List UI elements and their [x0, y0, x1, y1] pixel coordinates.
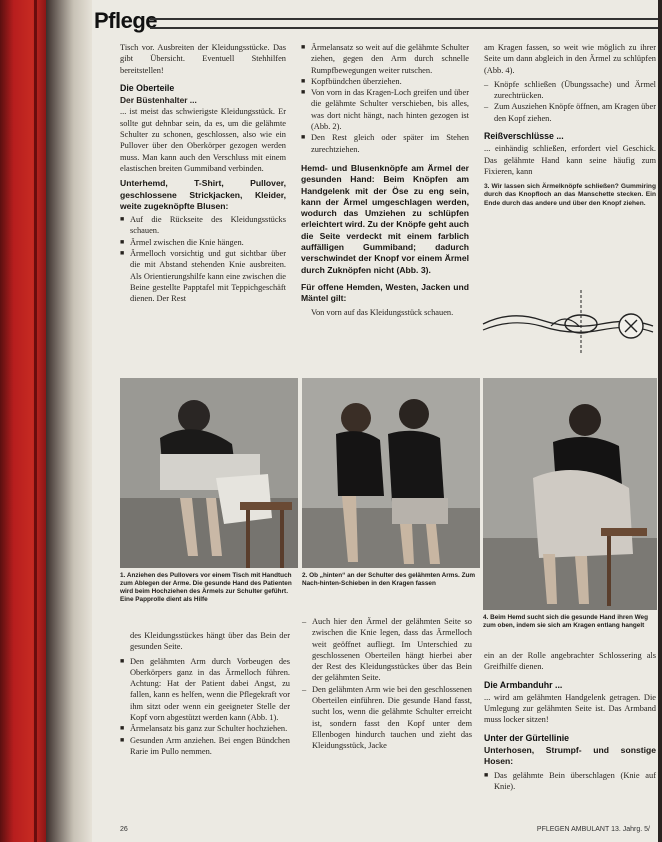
paragraph: ein an der Rolle angebrachter Schlossering als Greifhilfe dienen. — [484, 651, 656, 672]
intro-bold: Unterhemd, T-Shirt, Pullover, geschlossene Strickjacken, Kleider, weite zugeknöpfte Blusen: — [120, 178, 286, 211]
list-item: ■ Ärmel zwischen die Knie hängen. — [120, 237, 286, 248]
list-item: – Auch hier den Ärmel der gelähmten Seite so zwischen die Knie legen, dass das Ärmelloch weit geöffnet aufliegt. Im Unterschied zu geschlossenen Oberteilen hängt hierbei aber der Rest des Kleidungsstückes über das Bein der gelähmten Seite. — [302, 616, 472, 684]
photo-4-image — [483, 378, 657, 610]
subheading-minor: Der Büstenhalter ... — [120, 95, 197, 106]
paragraph: ... wird am gelähmten Handgelenk getragen. Die Umlegung zur gelähmten Seite ist. Das Armband muss locker sitzen! — [484, 692, 656, 725]
list-item: ■ Auf die Rückseite des Kleidungsstücks schauen. — [120, 214, 286, 237]
bullet-list — [120, 214, 286, 304]
list-item: ■ Den gelähmten Arm durch Vorbeugen des Oberkörpers ganz in das Ärmelloch führen. Achtung: Hat der Patient dabei Angst, zu fallen, kann es helfen, wenn die Pflegekraft vor ihm sitzt oder wenn ein geeigneter Stelle der Kopf vorn abgestützt werden kann (Abb. 1). — [120, 656, 290, 724]
paragraph: am Kragen fassen, so weit wie möglich zu ihrer Seite um dann abgleich in den Ärmel zu schlüpfen (Abb. 4). — [484, 43, 656, 75]
list-item: ■ Ärmelloch vorsichtig und gut sichtbar über die mit Abstand stehenden Knie ausbreiten. Als Orientierungshilfe kann eine zwischen die Beine gestellte Papptafel mit Teppichgeschäft dienen. Der Rest — [120, 248, 286, 304]
photo-1-caption: 1. Anziehen des Pullovers vor einem Tisch mit Handtuch zum Ablegen der Arme. Die gesunde Hand des Patienten wird beim Hochziehen des Ärmels zur Schulter geführt. Eine Papprolle dient als Hilfe — [120, 572, 292, 603]
photo-1 — [120, 378, 298, 568]
list-item: ■ Gesunden Arm anziehen. Bei engen Bündchen Rarie im Pullo nemmen. — [120, 735, 290, 758]
list-item: ■ Kopfbündchen überziehen. — [301, 76, 469, 87]
book-cover-edge — [0, 0, 46, 842]
photo-4 — [483, 378, 657, 610]
photo-4-caption: 4. Beim Hemd sucht sich die gesunde Hand ihren Weg zum oben, indem sie sich am Kragen entlang hangelt — [483, 614, 649, 629]
column-1-upper — [120, 42, 286, 305]
figure-note: 3. Wir lassen sich Ärmelknöpfe schließen? Gummiring durch das Knopfloch an das Manschette stecken. Ein Ende durch das andere und über den Knopf ziehen. — [484, 183, 656, 207]
subheading: Die Armbanduhr ... — [484, 679, 563, 690]
dash-list — [484, 79, 656, 124]
column-2-upper — [301, 42, 469, 321]
list-item: ■ Von vorn in das Kragen-Loch greifen und über die gelähmte Schulter verschieben, bis alles, was dort nicht hängt, nach hinten gezogen ist (Abb. 2). — [301, 87, 469, 132]
list-item: – Knöpfe schließen (Übungssache) und Ärmel zurechtrücken. — [484, 79, 656, 102]
intro-bold: Für offene Hemden, Westen, Jacken und Mäntel gilt: — [301, 281, 469, 304]
list-item: – Zum Ausziehen Knöpfe öffnen, am Kragen über den Kopf ziehen. — [484, 101, 656, 124]
column-3-lower — [484, 650, 656, 792]
list-item: ■ Ärmelansatz bis ganz zur Schulter hochziehen. — [120, 723, 290, 734]
list-item: ■ Den Rest gleich oder später im Stehen zurechtziehen. — [301, 132, 469, 155]
paragraph: ... einhändig schließen, erfordert viel Geschick. Das gelähmte Hand kann seine häufig zum Fixieren, kann — [484, 144, 656, 176]
paragraph: Von vorn auf das Kleidungsstück schauen. — [311, 307, 454, 317]
list-item: ■ Ärmelansatz so weit auf die gelähmte Schulter ziehen, gegen den Arm durch schnelle Rumpfbewegungen weiter rutschen. — [301, 42, 469, 76]
magazine-page — [92, 0, 658, 842]
subheading: Unter der Gürtellinie — [484, 732, 570, 743]
bullet-list — [301, 42, 469, 155]
journal-footer: PFLEGEN AMBULANT 13. Jahrg. 5/ — [536, 826, 650, 833]
photo-1-image — [120, 378, 298, 568]
paragraph: ... ist meist das schwierigste Kleidungsstück. Er sollte gut dehnbar sein, da es, um die gelähmte Schulter zu schonen, geschlossen, also wie ein Pullover über den Oberkörper gezogen werden muss. Man kann auch den Verschluss mit einem elastischen breiten Gummiband verbinden. — [120, 107, 286, 173]
subheading: Die Oberteile — [120, 82, 175, 93]
column-3-upper — [484, 42, 656, 208]
column-1-lower — [120, 630, 290, 757]
paragraph: des Kleidungsstückes hängt über das Bein der gesunden Seite. — [130, 631, 290, 652]
dash-list — [302, 616, 472, 752]
paragraph: Tisch vor. Ausbreiten der Kleidungsstücke. Das gibt Übersicht. Eventuell Stehhilfen bereitstellen! — [120, 43, 286, 75]
section-title: Pflege — [94, 8, 158, 33]
intro-bold: Unterhosen, Strumpf- und sonstige Hosen: — [484, 745, 656, 767]
photo-2 — [302, 378, 480, 568]
button-illustration — [481, 290, 657, 354]
column-2-lower — [302, 616, 472, 752]
bullet-list — [120, 656, 290, 758]
subheading: Reißverschlüsse ... — [484, 131, 564, 142]
photo-2-image — [302, 378, 480, 568]
list-item: – Den gelähmten Arm wie bei den geschlossenen Oberteilen einführen. Die gesunde Hand fasst, sucht los, wenn die gelähmte Schulter erreicht ist, sondern fasst den Kopf unter dem Ellenbogen hindurch tauchen und zieht das Kleidungsstück, Jacke — [302, 684, 472, 752]
bullet-list — [484, 770, 656, 793]
page-gutter — [46, 0, 92, 842]
photo-2-caption: 2. Ob „hinten“ an der Schulter des gelähmten Arms. Zum Nach-hinten-Schieben in den Kragen fassen — [302, 572, 476, 587]
page-number: 26 — [120, 826, 128, 833]
list-item: ■ Das gelähmte Bein überschlagen (Knie auf Knie). — [484, 770, 656, 793]
header-rule — [150, 18, 658, 29]
intro-bold: Hemd- und Blusenknöpfe am Ärmel der gesunden Hand: Beim Knöpfen am Handgelenk mit der Öse zu eng sein, kann der Ärmel umgeschlagen werden, wodurch das Umziehen zu schlüpfen erleichtert wird. Zu der Knöpfe geht auch die Seite verdeckt mit einem farblich auffälligen Gummiband; dadurch verschwindet der Knopf vor einem Ärmel durch Zuknöpfen nicht (Abb. 3). — [301, 162, 469, 275]
page-header — [92, 6, 658, 36]
